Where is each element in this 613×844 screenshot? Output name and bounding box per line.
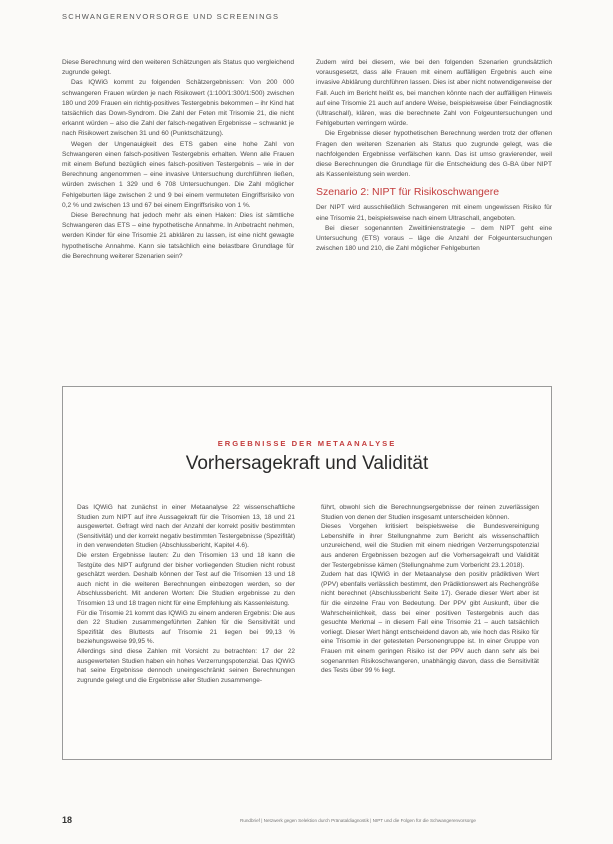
paragraph: Das IQWiG kommt zu folgenden Schätzergebnissen: Von 200 000 schwangeren Frauen würden je nach Risikowert (1:100/1:300/1:500) zwischen 180 und 209 Frauen ein richtig-positives Testergebnis bekommen – ihr Kind hat tatsächlich das Down-Syndrom. Die Zahl der Feten mit Trisomie 21, die nicht erkannt würden – also die Zahl der falsch-negativen Ergebnisse – schwankt je nach Risikowert zwischen 31 und 60 (Punktschätzung). (62, 79, 294, 138)
box-title: Vorhersagekraft und Validität (185, 453, 429, 474)
paragraph: Dieses Vorgehen kritisiert beispielsweise die Bundesvereinigung Lebenshilfe in ihrer Stellungnahme zum Bericht als wissenschaftlich unzureichend, weil die Studien mit einem niedrigen Verzerrungspotenzial aus anderen Ergebnissen bezogen auf die Vorhersagekraft und Validität der Testergebnisse kämen (Stellungnahme zum Vorbericht 23.1.2018). (321, 523, 539, 569)
paragraph: Zudem hat das IQWiG in der Metaanalyse den positiv prädiktiven Wert (PPV) ebenfalls verlässlich bestimmt, den Prädiktionswert als Rechengröße nicht berechnet (Abschlussbericht Seite 17). Gerade dieser Wert aber ist für die einzelne Frau von Bedeutung. Der PPV gibt Auskunft, über die Wahrscheinlichkeit, dass bei einer positiven Testergebnis auch das gesuchte Merkmal – in diesem Fall eine Trisomie 21 – auch tatsächlich vorliegt. Dieser Wert hängt entscheidend davon ab, wie hoch das Risiko für eine Trisomie in der getesteten Personengruppe ist. In einer Gruppe von Frauen mit einem geringen Risiko ist der PPV auch dann sehr als bei sogenannten Risikoschwangeren, unabhängig davon, dass die Sensitivität des Tests über 99 % liegt. (321, 571, 539, 675)
paragraph: Zudem wird bei diesem, wie bei den folgenden Szenarien grundsätzlich vorausgesetzt, dass alle Frauen mit einem auffälligen Ergebnis auch eine invasive Abklärung durchführen lassen. Dies ist aber nicht notwendigerweise der Fall. Auch im Bericht heißt es, bei manchen könnte nach der auffälligen Hinweis auf eine Trisomie 21 auch auf andere Weise, beispielsweise über Feindiagnostik (Ultraschall), klären, was die berechnete Zahl von Folgeuntersuchungen und Fehlgeburten verringern würde. (316, 59, 552, 128)
section-subheading: Szenario 2: NIPT für Risikoschwangere (316, 186, 500, 199)
metaanalysis-info-box (62, 386, 552, 760)
paragraph: führt, obwohl sich die Berechnungsergebnisse der reinen zuverlässigen Studien von denen der Studien insgesamt unterscheiden können. (321, 504, 539, 521)
paragraph: Die ersten Ergebnisse lauten: Zu den Trisomien 13 und 18 kann die Testgüte des NIPT aufgrund der bisher vorliegenden Studien nicht robust geschätzt werden. Deshalb können der Test auf die Trisomien 13 und 18 auch nicht in die weiteren Berechnungen einbezogen werden, so der Abschlussbericht. Mit anderen Worten: Die Studien ergebnisse zu den Trisomien 13 und 18 tragen nicht für eine Empfehlung als Kassenleistung. (77, 551, 295, 607)
running-title: SCHWANGERENVORSORGE UND SCREENINGS (62, 12, 280, 21)
paragraph: Diese Berechnung wird den weiteren Schätzungen als Status quo vergleichend zugrunde gelegt. (62, 59, 294, 77)
box-left-column (77, 503, 295, 685)
paragraph: Die Ergebnisse dieser hypothetischen Berechnung werden trotz der offenen Fragen den weiteren Szenarien als Status quo zugrunde gelegt, was die nachfolgenden Ergebnisse verfälschen kann. Das ist umso gravierender, weil diese Berechnungen die Grundlage für die Entscheidung des G-BA über NIPT als Kassenleistung sein werden. (316, 130, 552, 179)
paragraph: Bei dieser sogenannten Zweitlinienstrategie – dem NIPT geht eine Untersuchung (ETS) voraus – läge die Anzahl der Folgeuntersuchungen zwischen 180 und 210, die Zahl möglicher Fehlgeburten (316, 224, 552, 253)
footer-source-line: Rundbrief | Netzwerk gegen Selektion durch Pränataldiagnostik | NIPT und die Folgen für die Schwangerenvorsorge (240, 818, 476, 823)
box-right-column (321, 503, 539, 676)
page-number: 18 (62, 815, 73, 825)
paragraph: Der NIPT wird ausschließlich Schwangeren mit einem ungewissen Risiko für eine Trisomie 21, beispielsweise nach einem Ultraschall, angeboten. (316, 204, 552, 222)
paragraph: Allerdings sind diese Zahlen mit Vorsicht zu betrachten: 17 der 22 ausgewerteten Studien haben ein hohes Verzerrungspotenzial. Das IQWiG hat seine Ergebnisse dennoch uneingeschränkt seinen Berechnungen zugrunde gelegt und die Ergebnisse aller Studien zusammenge- (77, 647, 295, 684)
paragraph: Das IQWiG hat zunächst in einer Metaanalyse 22 wissenschaftliche Studien zum NIPT auf ihre Aussagekraft für die Trisomien 13, 18 und 21 ausgewertet. Gefragt wird nach der Anzahl der korrekt positiv bestimmten (Sensitivität) und der korrekt negativ bestimmten Testergebnisse (Spezifität) in den verwendeten Studien (Abschlussbericht, Kapitel 4.6). (77, 504, 295, 550)
paragraph: Für die Trisomie 21 kommt das IQWiG zu einem anderen Ergebnis: Die aus den 22 Studien zusammengeführten Zahlen für die Sensitivität und Spezifität des Bluttests auf Trisomie 21 liegen bei 99,13 % beziehungsweise 99,95 %. (77, 609, 295, 646)
left-text-column (62, 58, 294, 262)
paragraph: Wegen der Ungenauigkeit des ETS gaben eine hohe Zahl von Schwangeren einen falsch-positiven Testergebnis erhalten. Wenn alle Frauen mit einem Befund bezüglich eines falsch-positiven Testergebnis – wie in der Berechnung angenommen – eine invasive Untersuchung durchführen ließen, würden zwischen 1 329 und 6 708 Untersuchungen. Die Zahl möglicher Fehlgeburten läge zwischen 2 und 9 bei einem vermuteten Eingriffsrisiko von 0,2 % und zwischen 13 und 67 bei einem Eingriffsrisiko von 1 %. (62, 140, 294, 209)
right-text-column (316, 58, 552, 254)
box-kicker: ERGEBNISSE DER METAANALYSE (217, 439, 397, 448)
paragraph: Diese Berechnung hat jedoch mehr als einen Haken: Dies ist sämtliche Schwangeren das ETS – eine hypothetische Annahme. In Anbetracht nehmen, werden Kinder für eine Trisomie 21 abklären zu lassen, ist eine nicht gewagte hypothetische Annahme. Kann sie tatsächlich eine belastbare Grundlage für die Berechnung weiterer Szenarien sein? (62, 212, 294, 260)
